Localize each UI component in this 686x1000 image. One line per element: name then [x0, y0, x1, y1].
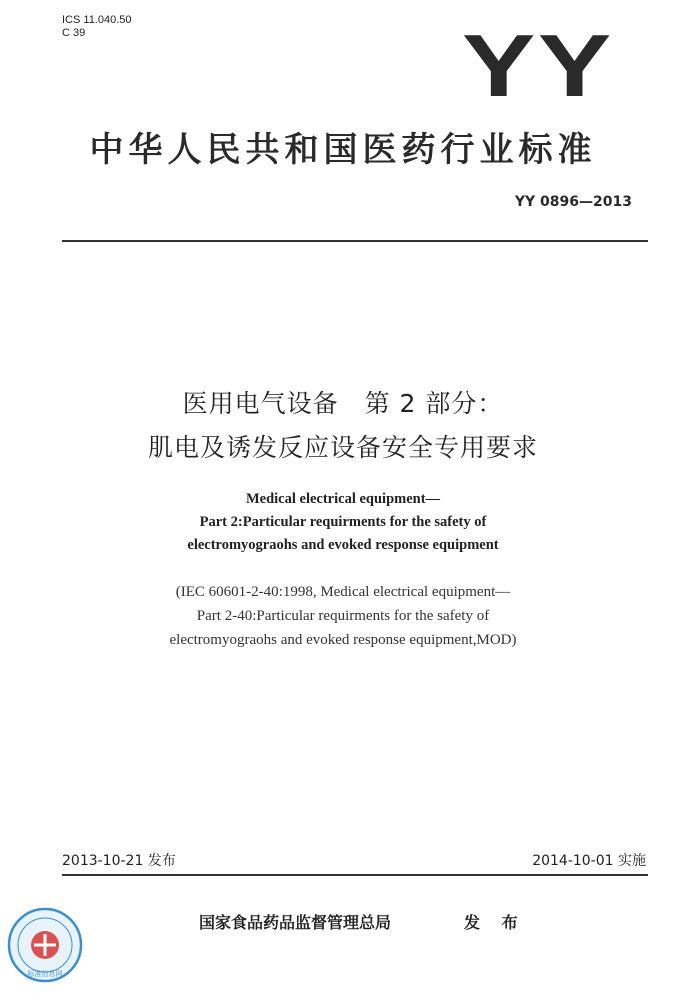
english-title-line-3: electromyograohs and evoked response equipment [187, 537, 499, 553]
ccs-code: C 39 [62, 27, 86, 39]
english-title [0, 488, 686, 557]
publish-label: 发 布 [464, 913, 526, 932]
classification-codes [62, 14, 132, 40]
iec-reference-line-1: (IEC 60601-2-40:1998, Medical electrical equipment— [175, 584, 511, 600]
standard-number: YY 0896—2013 [514, 194, 632, 210]
chinese-title-line-1: 医用电气设备 第 2 部分： [182, 389, 504, 418]
chinese-title-line-2: 肌电及诱发反应设备安全专用要求 [147, 433, 538, 462]
certification-seal-icon [6, 906, 84, 984]
top-divider [62, 240, 648, 242]
seal-text: 标准信息网 [27, 970, 63, 978]
iec-reference [0, 580, 686, 652]
english-title-line-1: Medical electrical equipment— [245, 491, 441, 507]
implementation-date: 2014-10-01 实施 [532, 853, 646, 869]
iec-reference-line-3: electromyograohs and evoked response equipment,MOD) [169, 632, 517, 648]
iec-reference-line-2: Part 2-40:Particular requirments for the safety of [196, 608, 490, 624]
issue-date: 2013-10-21 发布 [62, 853, 176, 869]
yy-logo: YY [462, 16, 614, 115]
chinese-title [0, 382, 686, 470]
english-title-line-2: Part 2:Particular requirments for the safety of [199, 514, 487, 530]
bottom-divider [62, 874, 648, 876]
ics-code: ICS 11.040.50 [62, 14, 132, 26]
standard-category-title: 中华人民共和国医药行业标准 [89, 130, 597, 170]
issuing-authority: 国家食品药品监督管理总局 [199, 913, 392, 932]
